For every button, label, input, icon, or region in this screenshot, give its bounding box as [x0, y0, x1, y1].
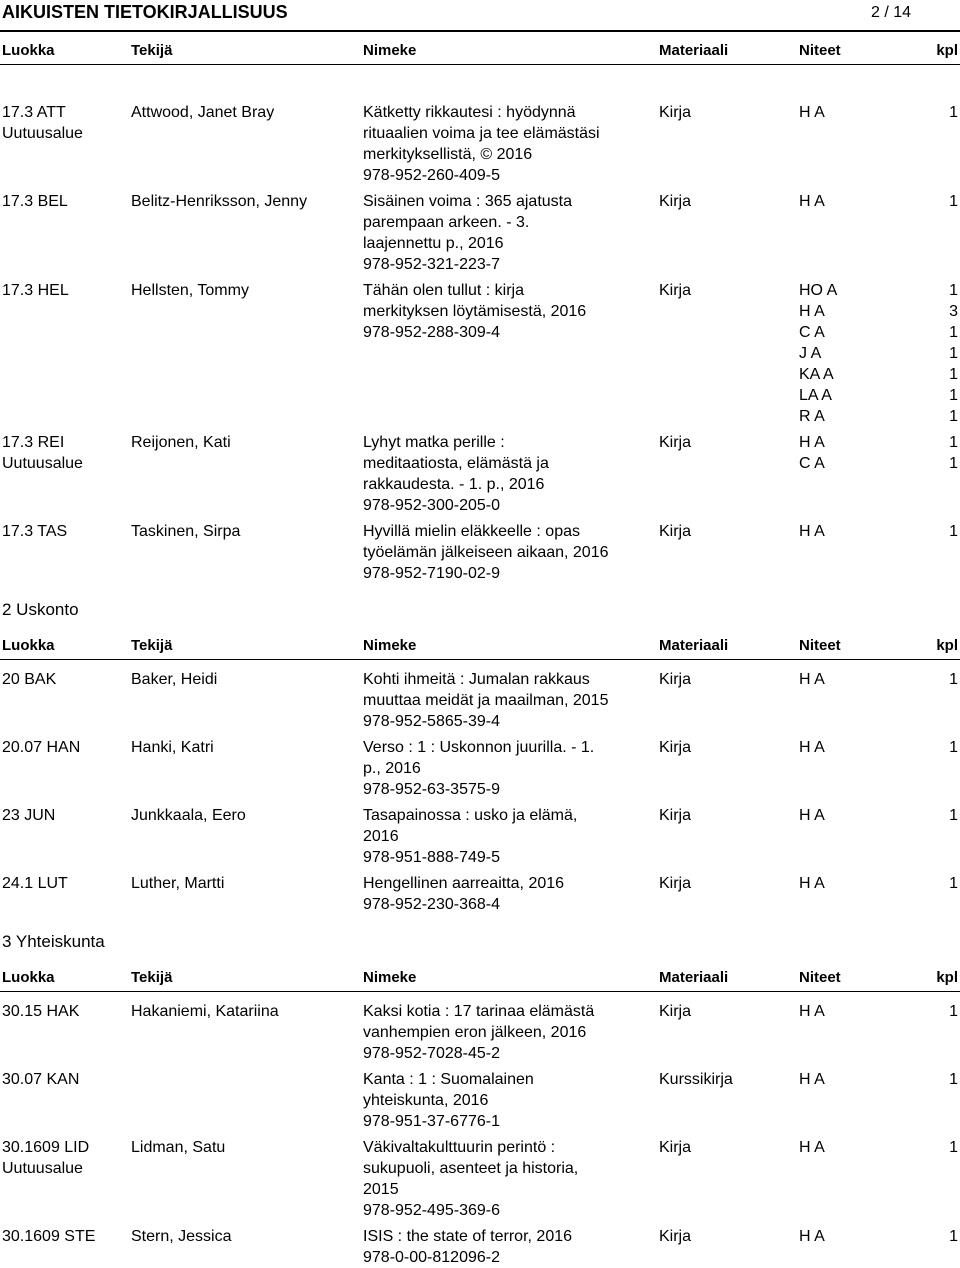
holding-line	[799, 669, 960, 690]
holding-code: H A	[799, 739, 825, 756]
holding-code: H A	[799, 523, 825, 540]
nimeke-cell	[363, 737, 648, 800]
holdings-cell	[799, 1069, 960, 1090]
holdings-cell	[799, 521, 960, 542]
holding-line	[799, 191, 960, 212]
nimeke-cell	[363, 805, 648, 868]
luokka-cell	[2, 1001, 122, 1022]
title-line: p., 2016	[363, 760, 421, 777]
title-line: merkityksen löytämisestä, 2016	[363, 303, 587, 320]
title-line: parempaan arkeen. - 3.	[363, 214, 530, 231]
holding-count: 1	[949, 807, 958, 824]
title-line: Kohti ihmeitä : Jumalan rakkaus	[363, 671, 590, 688]
holdings-cell	[799, 432, 960, 474]
holding-code: LA A	[799, 387, 832, 404]
column-header-rule	[0, 64, 960, 65]
holdings-cell	[799, 1137, 960, 1158]
holding-code: H A	[799, 104, 825, 121]
title-line: Tasapainossa : usko ja elämä,	[363, 807, 578, 824]
section-title: 3 Yhteiskunta	[2, 932, 105, 951]
holding-code: KA A	[799, 366, 834, 383]
luokka-cell	[2, 873, 122, 894]
holdings-cell	[799, 737, 960, 758]
title-line: 2015	[363, 1181, 399, 1198]
holding-code: H A	[799, 671, 825, 688]
tekija-cell	[131, 521, 356, 542]
holdings-cell	[799, 805, 960, 826]
nimeke-cell	[363, 432, 648, 516]
title-line: rituaalien voima ja tee elämästäsi	[363, 125, 600, 142]
nimeke-cell	[363, 191, 648, 275]
holding-count: 1	[949, 434, 958, 451]
author-name: Hellsten, Tommy	[131, 282, 249, 299]
title-line: merkityksellistä, © 2016	[363, 146, 533, 163]
luokka-cell	[2, 521, 122, 542]
document-title: AIKUISTEN TIETOKIRJALLISUUS	[2, 2, 288, 22]
holding-code: C A	[799, 324, 825, 341]
holdings-cell	[799, 1001, 960, 1022]
holding-line	[799, 737, 960, 758]
luokka-cell	[2, 1226, 122, 1247]
column-header-row	[0, 967, 960, 989]
tekija-cell	[131, 1069, 356, 1090]
tekija-cell	[131, 280, 356, 301]
author-name: Hakaniemi, Katariina	[131, 1003, 279, 1020]
nimeke-cell	[363, 1069, 648, 1132]
holding-code: H A	[799, 1228, 825, 1245]
title-line: yhteiskunta, 2016	[363, 1092, 489, 1109]
title-line: 978-952-5865-39-4	[363, 713, 500, 730]
luokka-line: 17.3 ATT	[2, 104, 66, 121]
holding-line	[799, 322, 960, 343]
header-divider	[0, 30, 960, 32]
column-header-row	[0, 635, 960, 657]
nimeke-cell	[363, 280, 648, 343]
author-name: Baker, Heidi	[131, 671, 218, 688]
holding-count: 1	[949, 739, 958, 756]
luokka-line: 20 BAK	[2, 671, 57, 688]
author-name: Luther, Martti	[131, 875, 225, 892]
title-line: Lyhyt matka perille :	[363, 434, 505, 451]
materiaali-cell	[659, 737, 789, 758]
title-line: rakkaudesta. - 1. p., 2016	[363, 476, 545, 493]
title-line: Hyvillä mielin eläkkeelle : opas	[363, 523, 580, 540]
luokka-line: Uutuusalue	[2, 1160, 83, 1177]
material-type: Kirja	[659, 875, 692, 892]
materiaali-cell	[659, 280, 789, 301]
luokka-line: Uutuusalue	[2, 455, 83, 472]
nimeke-cell	[363, 669, 648, 732]
title-line: Hengellinen aarreaitta, 2016	[363, 875, 565, 892]
materiaali-cell	[659, 669, 789, 690]
luokka-line: 23 JUN	[2, 807, 56, 824]
holding-code: HO A	[799, 282, 838, 299]
column-luokka: Luokka	[2, 42, 55, 59]
luokka-cell	[2, 805, 122, 826]
column-header-rule	[0, 991, 960, 992]
nimeke-cell	[363, 521, 648, 584]
column-tekija: Tekijä	[131, 637, 173, 654]
tekija-cell	[131, 873, 356, 894]
title-line: muuttaa meidät ja maailman, 2015	[363, 692, 609, 709]
materiaali-cell	[659, 1226, 789, 1247]
author-name: Hanki, Katri	[131, 739, 214, 756]
author-name: Lidman, Satu	[131, 1139, 226, 1156]
column-luokka: Luokka	[2, 969, 55, 986]
holding-line	[799, 453, 960, 474]
title-line: 978-952-7190-02-9	[363, 565, 500, 582]
holding-code: H A	[799, 193, 825, 210]
author-name: Attwood, Janet Bray	[131, 104, 275, 121]
materiaali-cell	[659, 805, 789, 826]
holding-count: 1	[949, 1003, 958, 1020]
holding-count: 1	[949, 408, 958, 425]
title-line: 978-952-63-3575-9	[363, 781, 500, 798]
holdings-cell	[799, 102, 960, 123]
tekija-cell	[131, 1001, 356, 1022]
luokka-cell	[2, 432, 122, 474]
column-nimeke: Nimeke	[363, 42, 417, 59]
holding-line	[799, 385, 960, 406]
materiaali-cell	[659, 521, 789, 542]
nimeke-cell	[363, 1226, 648, 1268]
luokka-cell	[2, 737, 122, 758]
title-line: 978-952-7028-45-2	[363, 1045, 500, 1062]
title-line: meditaatiosta, elämästä ja	[363, 455, 549, 472]
holding-line	[799, 406, 960, 427]
title-line: 978-952-230-368-4	[363, 896, 500, 913]
material-type: Kurssikirja	[659, 1071, 733, 1088]
tekija-cell	[131, 1226, 356, 1247]
holding-code: C A	[799, 455, 825, 472]
luokka-cell	[2, 280, 122, 301]
material-type: Kirja	[659, 807, 692, 824]
title-line: vanhempien eron jälkeen, 2016	[363, 1024, 587, 1041]
material-type: Kirja	[659, 434, 692, 451]
title-line: 978-952-300-205-0	[363, 497, 500, 514]
column-header-rule	[0, 659, 960, 660]
holding-code: H A	[799, 807, 825, 824]
title-line: Kätketty rikkautesi : hyödynnä	[363, 104, 576, 121]
tekija-cell	[131, 432, 356, 453]
luokka-line: 17.3 HEL	[2, 282, 69, 299]
holding-code: H A	[799, 875, 825, 892]
material-type: Kirja	[659, 671, 692, 688]
holding-count: 3	[949, 303, 958, 320]
author-name: Junkkaala, Eero	[131, 807, 246, 824]
holdings-cell	[799, 280, 960, 427]
holding-code: R A	[799, 408, 825, 425]
column-tekija: Tekijä	[131, 969, 173, 986]
title-line: Kanta : 1 : Suomalainen	[363, 1071, 534, 1088]
tekija-cell	[131, 805, 356, 826]
material-type: Kirja	[659, 1003, 692, 1020]
holding-line	[799, 805, 960, 826]
luokka-line: 17.3 TAS	[2, 523, 68, 540]
luokka-line: 20.07 HAN	[2, 739, 81, 756]
holding-line	[799, 1137, 960, 1158]
materiaali-cell	[659, 191, 789, 212]
nimeke-cell	[363, 1001, 648, 1064]
materiaali-cell	[659, 1069, 789, 1090]
materiaali-cell	[659, 1001, 789, 1022]
holding-line	[799, 343, 960, 364]
column-niteet: Niteet	[799, 42, 841, 59]
holding-code: H A	[799, 1139, 825, 1156]
luokka-line: 30.07 KAN	[2, 1071, 80, 1088]
holdings-cell	[799, 873, 960, 894]
holding-line	[799, 521, 960, 542]
holding-count: 1	[949, 104, 958, 121]
title-line: Tähän olen tullut : kirja	[363, 282, 524, 299]
nimeke-cell	[363, 102, 648, 186]
holding-line	[799, 1069, 960, 1090]
material-type: Kirja	[659, 1139, 692, 1156]
material-type: Kirja	[659, 282, 692, 299]
holding-line	[799, 1001, 960, 1022]
title-line: ISIS : the state of terror, 2016	[363, 1228, 573, 1245]
holding-line	[799, 280, 960, 301]
title-line: työelämän jälkeiseen aikaan, 2016	[363, 544, 609, 561]
holdings-cell	[799, 1226, 960, 1247]
material-type: Kirja	[659, 104, 692, 121]
material-type: Kirja	[659, 739, 692, 756]
author-name	[131, 1069, 356, 1090]
title-line: Kaksi kotia : 17 tarinaa elämästä	[363, 1003, 595, 1020]
tekija-cell	[131, 102, 356, 123]
holding-line	[799, 873, 960, 894]
holding-code: H A	[799, 434, 825, 451]
holding-count: 1	[949, 1139, 958, 1156]
luokka-cell	[2, 1069, 122, 1090]
title-line: 978-952-260-409-5	[363, 167, 500, 184]
holding-line	[799, 301, 960, 322]
column-tekija: Tekijä	[131, 42, 173, 59]
luokka-line: 17.3 BEL	[2, 193, 68, 210]
column-niteet: Niteet	[799, 969, 841, 986]
title-line: 978-951-888-749-5	[363, 849, 500, 866]
column-niteet: Niteet	[799, 637, 841, 654]
holding-code: H A	[799, 1071, 825, 1088]
holding-count: 1	[949, 875, 958, 892]
page-number: 2 / 14	[871, 4, 912, 21]
luokka-cell	[2, 669, 122, 690]
materiaali-cell	[659, 873, 789, 894]
holding-line	[799, 1226, 960, 1247]
luokka-line: 24.1 LUT	[2, 875, 68, 892]
column-materiaali: Materiaali	[659, 637, 729, 654]
holding-code: J A	[799, 345, 822, 362]
title-line: 978-0-00-812096-2	[363, 1249, 500, 1266]
holding-count: 1	[949, 671, 958, 688]
luokka-line: 30.1609 STE	[2, 1228, 96, 1245]
title-line: 978-952-288-309-4	[363, 324, 500, 341]
holding-count: 1	[949, 1071, 958, 1088]
holdings-cell	[799, 669, 960, 690]
title-line: 2016	[363, 828, 399, 845]
holding-count: 1	[949, 282, 958, 299]
materiaali-cell	[659, 432, 789, 453]
author-name: Reijonen, Kati	[131, 434, 231, 451]
holding-line	[799, 364, 960, 385]
tekija-cell	[131, 737, 356, 758]
column-header-row	[0, 40, 960, 62]
holding-count: 1	[949, 366, 958, 383]
title-line: Sisäinen voima : 365 ajatusta	[363, 193, 573, 210]
page-header	[0, 0, 960, 28]
author-name: Taskinen, Sirpa	[131, 523, 241, 540]
holding-count: 1	[949, 455, 958, 472]
holding-code: H A	[799, 303, 825, 320]
holding-count: 1	[949, 523, 958, 540]
holding-line	[799, 432, 960, 453]
author-name: Stern, Jessica	[131, 1228, 232, 1245]
column-luokka: Luokka	[2, 637, 55, 654]
column-kpl: kpl	[936, 969, 958, 986]
materiaali-cell	[659, 1137, 789, 1158]
column-materiaali: Materiaali	[659, 42, 729, 59]
column-kpl: kpl	[936, 42, 958, 59]
holding-line	[799, 102, 960, 123]
author-name: Belitz-Henriksson, Jenny	[131, 193, 308, 210]
title-line: laajennettu p., 2016	[363, 235, 504, 252]
title-line: sukupuoli, asenteet ja historia,	[363, 1160, 579, 1177]
section-title: 2 Uskonto	[2, 600, 79, 619]
luokka-cell	[2, 191, 122, 212]
title-line: 978-952-321-223-7	[363, 256, 500, 273]
holdings-cell	[799, 191, 960, 212]
luokka-line: 30.15 HAK	[2, 1003, 80, 1020]
tekija-cell	[131, 191, 356, 212]
luokka-cell	[2, 1137, 122, 1179]
holding-count: 1	[949, 345, 958, 362]
column-nimeke: Nimeke	[363, 969, 417, 986]
holding-count: 1	[949, 324, 958, 341]
title-line: Verso : 1 : Uskonnon juurilla. - 1.	[363, 739, 595, 756]
column-materiaali: Materiaali	[659, 969, 729, 986]
column-kpl: kpl	[936, 637, 958, 654]
title-line: 978-951-37-6776-1	[363, 1113, 500, 1130]
holding-code: H A	[799, 1003, 825, 1020]
title-line: 978-952-495-369-6	[363, 1202, 500, 1219]
nimeke-cell	[363, 873, 648, 915]
tekija-cell	[131, 669, 356, 690]
holding-count: 1	[949, 387, 958, 404]
materiaali-cell	[659, 102, 789, 123]
column-nimeke: Nimeke	[363, 637, 417, 654]
luokka-line: Uutuusalue	[2, 125, 83, 142]
luokka-cell	[2, 102, 122, 144]
luokka-line: 30.1609 LID	[2, 1139, 90, 1156]
material-type: Kirja	[659, 1228, 692, 1245]
luokka-line: 17.3 REI	[2, 434, 65, 451]
tekija-cell	[131, 1137, 356, 1158]
title-line: Väkivaltakulttuurin perintö :	[363, 1139, 556, 1156]
holding-count: 1	[949, 1228, 958, 1245]
material-type: Kirja	[659, 523, 692, 540]
holding-count: 1	[949, 193, 958, 210]
material-type: Kirja	[659, 193, 692, 210]
nimeke-cell	[363, 1137, 648, 1221]
